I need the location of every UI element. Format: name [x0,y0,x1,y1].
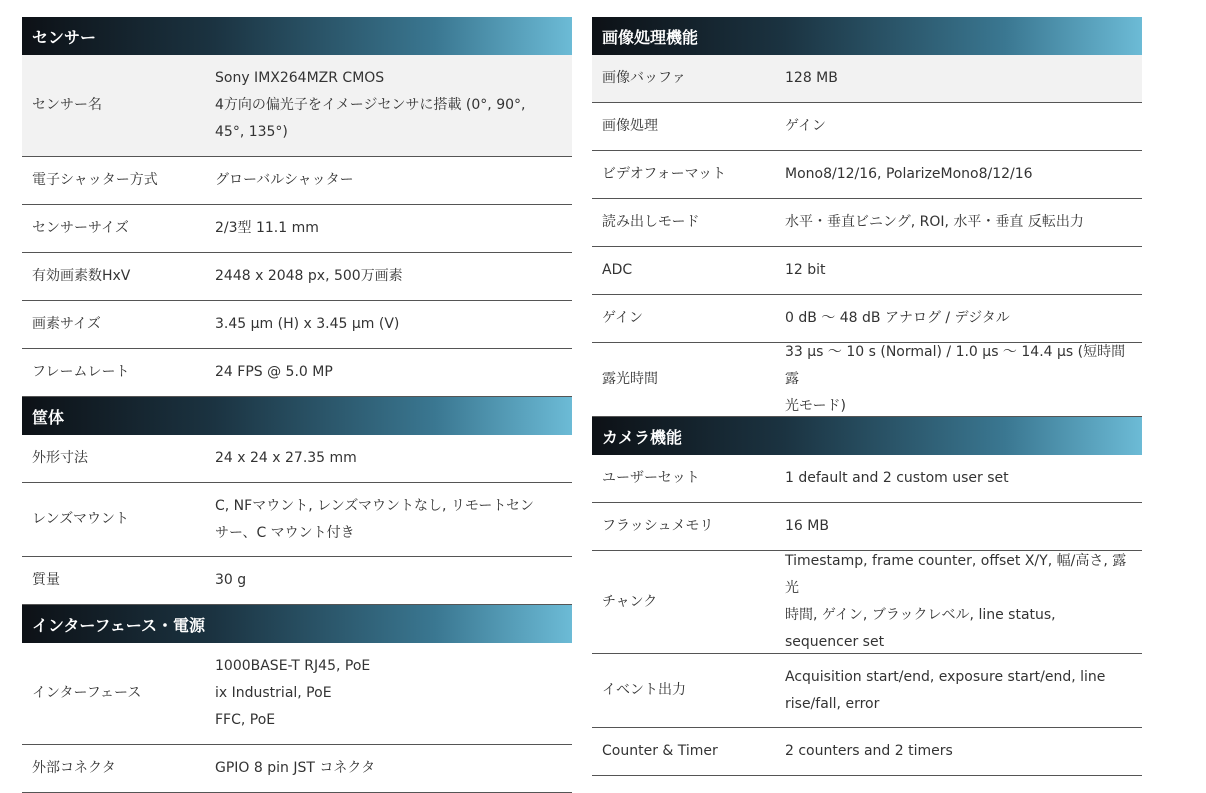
spec-label: ADC [602,262,633,278]
spec-row [22,557,572,605]
section-header: インターフェース・電源 [22,605,572,643]
spec-value [785,664,1142,718]
spec-value [215,65,572,146]
left-column [22,17,572,793]
section-header: 画像処理機能 [592,17,1142,55]
right-column [592,17,1142,776]
spec-row [592,247,1142,295]
spec-label: ビデオフォーマット [602,166,727,182]
spec-row [592,455,1142,503]
spec-value [785,305,1142,332]
spec-value [785,209,1142,236]
spec-row [592,295,1142,343]
spec-label: 質量 [32,572,60,588]
spec-value [785,113,1142,140]
spec-value [215,445,572,472]
spec-label: 電子シャッター方式 [32,172,158,188]
spec-value-line: 12 bit [785,262,826,278]
spec-label: センサーサイズ [32,220,129,236]
spec-label: 外部コネクタ [32,760,116,776]
spec-value [785,339,1142,420]
spec-row [22,349,572,397]
spec-row [592,503,1142,551]
spec-value [785,513,1142,540]
spec-value-line: Timestamp, frame counter, offset X/Y, 幅/高さ, 露光 [785,553,1127,596]
spec-row [22,435,572,483]
spec-label: 画像処理 [602,118,658,134]
spec-value-line: サー、C マウント付き [215,524,355,541]
spec-value-line: ゲイン [785,118,827,134]
spec-value [215,755,572,782]
spec-row [22,205,572,253]
spec-row [592,151,1142,199]
spec-value-line: Mono8/12/16, PolarizeMono8/12/16 [785,166,1033,182]
spec-row [592,728,1142,776]
spec-row [22,643,572,745]
spec-value-line: 水平・垂直ビニング, ROI, 水平・垂直 反転出力 [785,214,1084,230]
spec-row [592,55,1142,103]
spec-value-line: 1000BASE-T RJ45, PoE [215,658,371,674]
spec-value-line: 0 dB 〜 48 dB アナログ / デジタル [785,310,1010,326]
spec-value-line: 33 μs 〜 10 s (Normal) / 1.0 μs 〜 14.4 μs (短時間露 [785,344,1126,387]
spec-value-line: 光モード) [785,398,846,414]
section-header: センサー [22,17,572,55]
spec-label: 画素サイズ [32,316,101,332]
spec-row [22,483,572,557]
spec-value-line: グローバルシャッター [215,172,354,188]
spec-value-line: 2448 x 2048 px, 500万画素 [215,268,403,284]
spec-row [22,301,572,349]
spec-value-line: sequencer set [785,634,885,650]
spec-value-line: 30 g [215,572,247,588]
spec-label: レンズマウント [32,511,129,527]
spec-value [215,493,572,547]
spec-value-line: 128 MB [785,70,838,86]
spec-row [22,157,572,205]
spec-value [785,465,1142,492]
spec-label: フラッシュメモリ [602,518,714,534]
spec-label: ユーザーセット [602,470,700,486]
spec-value [215,653,572,734]
spec-label: インターフェース [32,685,142,701]
spec-value-line: Sony IMX264MZR CMOS [215,70,385,86]
spec-value [785,65,1142,92]
spec-value-line: rise/fall, error [785,695,880,712]
spec-label: チャンク [602,593,658,610]
spec-value [785,257,1142,284]
spec-row [22,55,572,157]
spec-row [592,103,1142,151]
spec-value-line: FFC, PoE [215,712,276,728]
spec-value-line: C, NFマウント, レンズマウントなし, リモートセン [215,497,534,514]
spec-value-line: 45°, 135°) [215,124,288,140]
spec-label: Counter & Timer [602,743,718,759]
spec-label: 有効画素数HxV [32,268,131,284]
spec-value [785,161,1142,188]
spec-value-line: 2 counters and 2 timers [785,743,953,759]
spec-value [785,548,1142,656]
spec-label: 読み出しモード [602,214,700,230]
spec-row [592,654,1142,728]
spec-value-line: 2/3型 11.1 mm [215,220,319,236]
spec-row [592,551,1142,654]
spec-value-line: 時間, ゲイン, ブラックレベル, line status, [785,607,1056,623]
section-header: カメラ機能 [592,417,1142,455]
spec-value [215,215,572,242]
spec-value-line: 4方向の偏光子をイメージセンサに搭載 (0°, 90°, [215,97,526,113]
spec-row [22,253,572,301]
spec-value [215,359,572,386]
spec-value-line: 24 FPS @ 5.0 MP [215,364,333,380]
spec-row [592,199,1142,247]
spec-label: フレームレート [32,364,130,380]
spec-row [592,343,1142,417]
spec-label: 露光時間 [602,371,658,387]
spec-value [215,567,572,594]
spec-value [215,311,572,338]
spec-value-line: 1 default and 2 custom user set [785,470,1009,486]
spec-label: センサー名 [32,97,102,113]
spec-value [215,167,572,194]
spec-value-line: GPIO 8 pin JST コネクタ [215,760,376,776]
spec-label: 画像バッファ [602,70,686,86]
spec-value-line: ix Industrial, PoE [215,685,332,701]
spec-value-line: Acquisition start/end, exposure start/end, line [785,668,1106,685]
section-header: 筐体 [22,397,572,435]
spec-label: イベント出力 [602,682,686,698]
spec-value-line: 3.45 μm (H) x 3.45 μm (V) [215,316,400,332]
spec-value-line: 16 MB [785,518,829,534]
spec-value [215,263,572,290]
spec-label: 外形寸法 [32,450,88,466]
spec-value-line: 24 x 24 x 27.35 mm [215,450,357,466]
spec-label: ゲイン [602,310,644,326]
spec-value [785,738,1142,765]
